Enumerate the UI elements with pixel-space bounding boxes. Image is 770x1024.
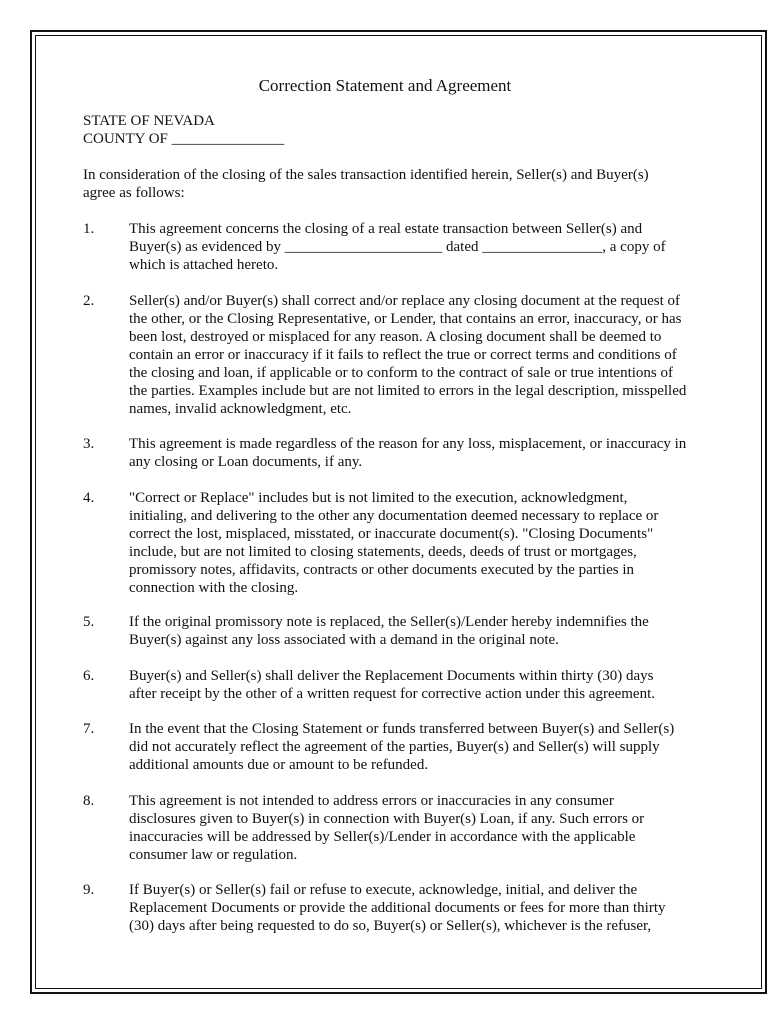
clause-text: This agreement is not intended to address errors or inaccuracies in any consumer disclosures given to Buyer(s) in connection with Buyer(s) Loan, if any. Such errors or inaccuracies will be addressed by Seller(s)/Lender in accordance with the applicable consumer law or regulation. <box>129 793 645 863</box>
clause-number: 7. <box>83 721 95 737</box>
clause-number: 3. <box>83 436 95 452</box>
state-line: STATE OF NEVADA <box>83 113 215 129</box>
clause-text: Seller(s) and/or Buyer(s) shall correct and/or replace any closing document at the request of the other, or the Closing Representative, or Lender, that contains an error, inaccuracy, or has been lost, destroyed or misplaced for any reason. A closing document shall be deemed to contain an error or inaccuracy if it fails to reflect the true or correct terms and conditions of the closing and loan, if applicable or to conform to the contract of sale or true intentions of the parties. Examples include but are not limited to errors in the legal description, misspelled names, invalid acknowledgment, etc. <box>129 293 687 417</box>
intro-paragraph: In consideration of the closing of the sales transaction identified herein, Seller(s) and Buyer(s) agree as follows: <box>83 167 649 201</box>
clause-text: If Buyer(s) or Seller(s) fail or refuse to execute, acknowledge, initial, and deliver the Replacement Documents or provide the additional documents or fees for more than thirty (30) days after being requested to do so, Buyer(s) or Seller(s), whichever is the refuser, <box>129 882 666 934</box>
clause-text: This agreement concerns the closing of a real estate transaction between Seller(s) and Buyer(s) as evidenced by _____________________ dated ________________, a copy of which is attached hereto. <box>129 221 666 273</box>
clause-number: 9. <box>83 882 95 898</box>
clause-text: "Correct or Replace" includes but is not limited to the execution, acknowledgment, initialing, and delivering to the other any documentation deemed necessary to replace or correct the lost, misplaced, misstated, or inaccurate document(s). "Closing Documents" include, but are not limited to closing statements, deeds, deeds of trust or mortgages, promissory notes, affidavits, contracts or other documents executed by the parties in connection with the closing. <box>129 490 659 596</box>
clause-number: 1. <box>83 221 95 237</box>
county-line: COUNTY OF _______________ <box>83 131 285 147</box>
document-title: Correction Statement and Agreement <box>258 76 512 95</box>
clause-text: If the original promissory note is replaced, the Seller(s)/Lender hereby indemnifies the Buyer(s) against any loss associated with a demand in the original note. <box>129 614 649 648</box>
clause-text: This agreement is made regardless of the reason for any loss, misplacement, or inaccuracy in any closing or Loan documents, if any. <box>129 436 687 470</box>
clause-number: 8. <box>83 793 95 809</box>
clause-text: Buyer(s) and Seller(s) shall deliver the Replacement Documents within thirty (30) days after receipt by the other of a written request for corrective action under this agreement. <box>129 668 656 702</box>
clause-number: 5. <box>83 614 95 630</box>
clause-text: In the event that the Closing Statement or funds transferred between Buyer(s) and Seller(s) did not accurately reflect the agreement of the parties, Buyer(s) and Seller(s) will supply additional amounts due or amount to be refunded. <box>129 721 675 773</box>
clause-number: 6. <box>83 668 95 684</box>
venue-block <box>83 112 693 148</box>
clause-number: 4. <box>83 490 95 506</box>
clause-number: 2. <box>83 293 95 309</box>
